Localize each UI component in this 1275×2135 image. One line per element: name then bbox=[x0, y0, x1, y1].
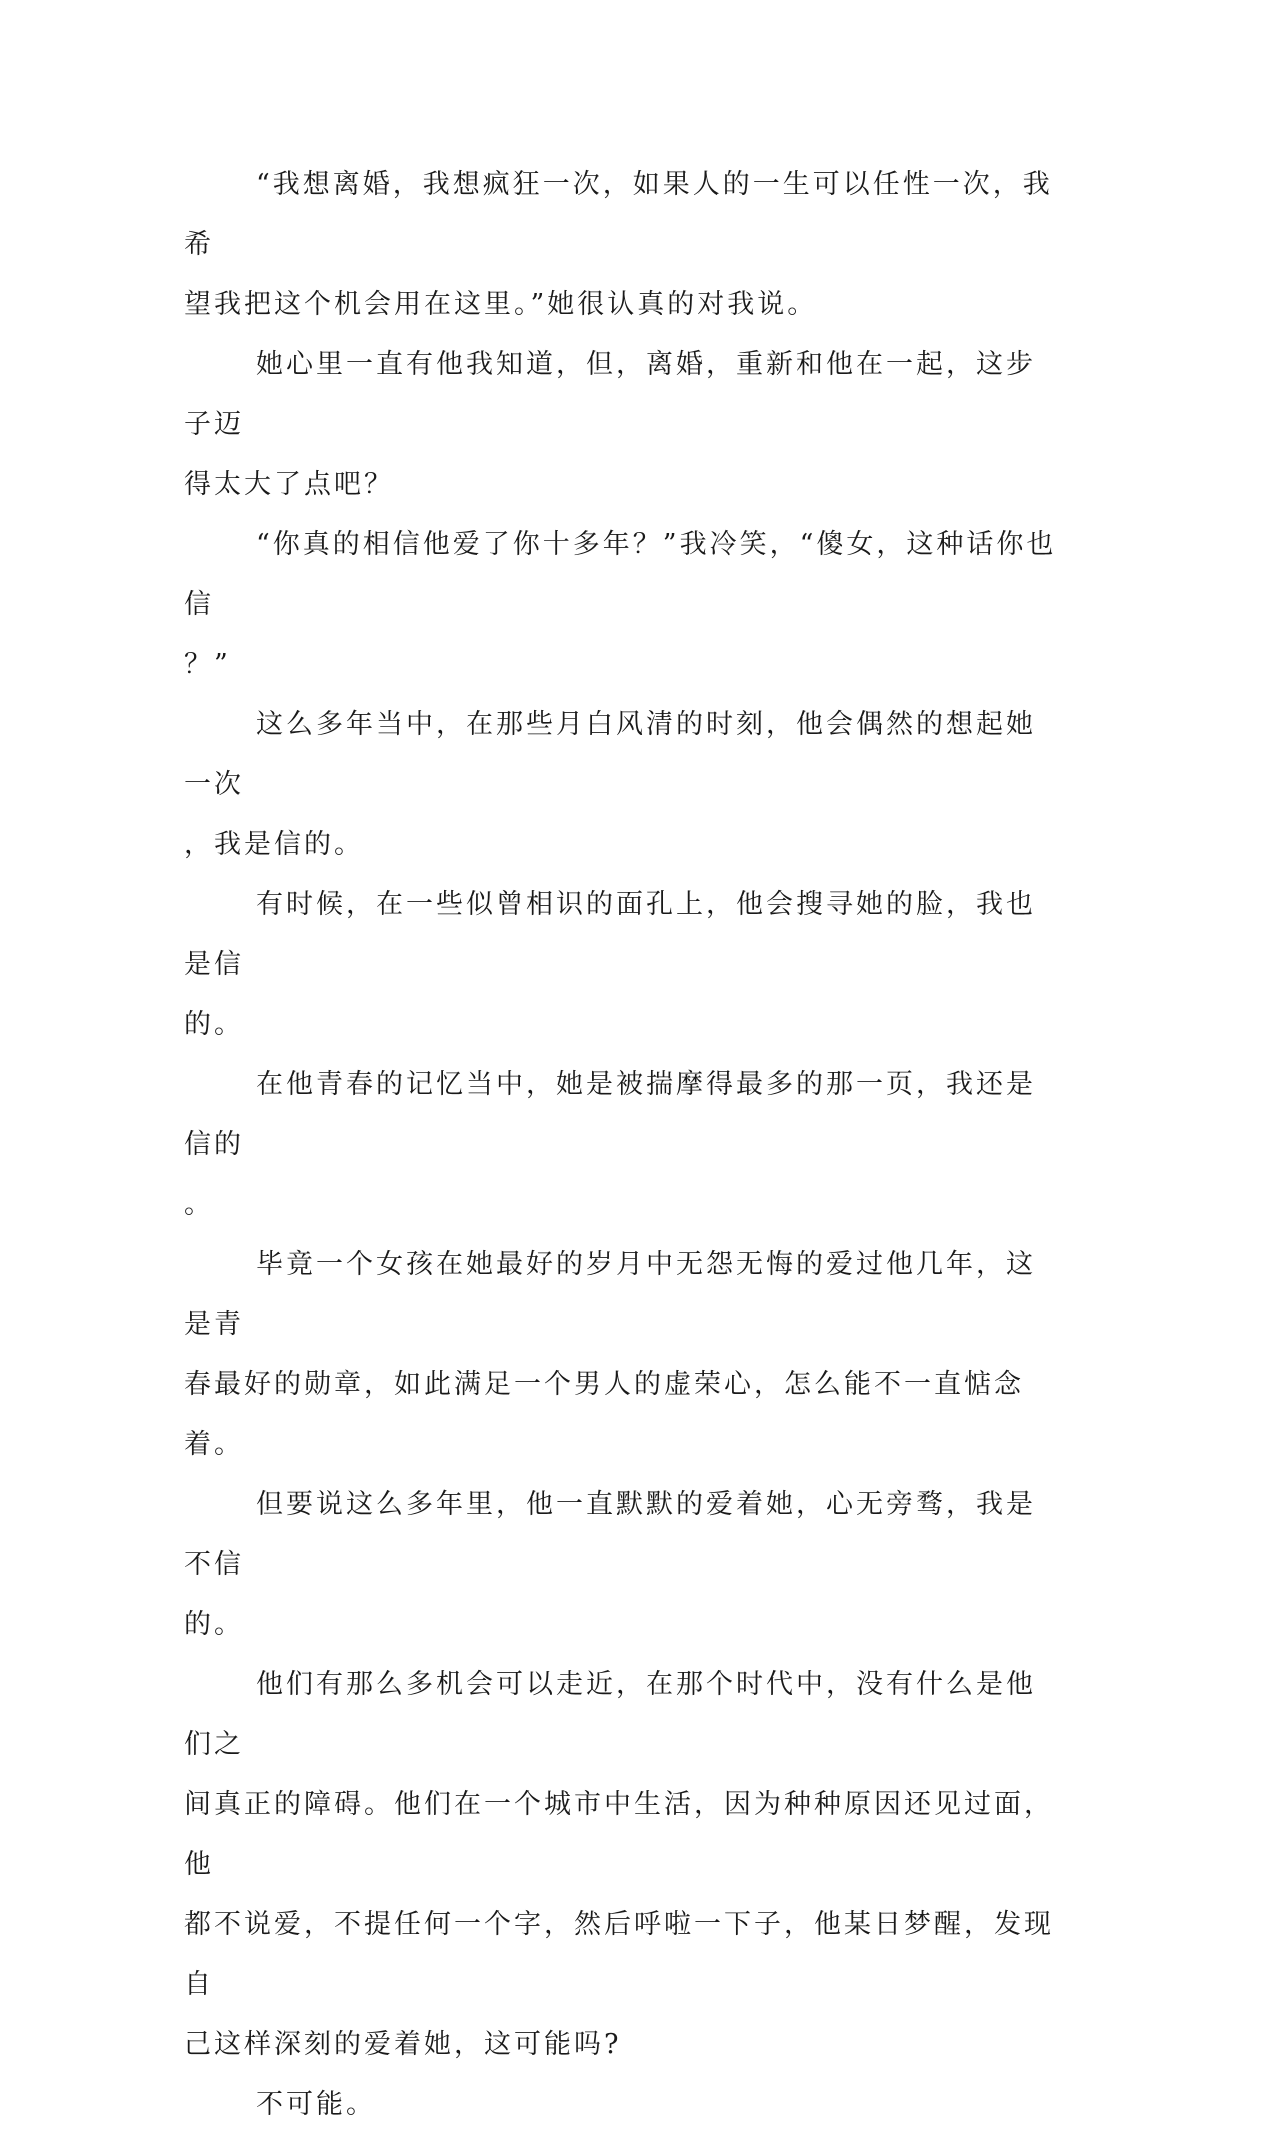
paragraph-6: 在他青春的记忆当中，她是被揣摩得最多的那一页，我还是信的 。 bbox=[184, 1069, 1036, 1220]
paragraph-4: 这么多年当中，在那些月白风清的时刻，他会偶然的想起她一次 ，我是信的。 bbox=[184, 709, 1036, 860]
paragraph-5: 有时候，在一些似曾相识的面孔上，他会搜寻她的脸，我也是信 的。 bbox=[184, 889, 1036, 1040]
document-body bbox=[184, 155, 1064, 2135]
paragraph-10: 不可能。 bbox=[256, 2089, 376, 2120]
paragraph-1: “我想离婚，我想疯狂一次，如果人的一生可以任性一次，我希 望我把这个机会用在这里。”她很认真的对我说。 bbox=[184, 169, 1053, 320]
paragraph-3: “你真的相信他爱了你十多年？”我冷笑，“傻女，这种话你也信 ？” bbox=[184, 529, 1057, 680]
paragraph-8: 但要说这么多年里，他一直默默的爱着她，心无旁骛，我是不信 的。 bbox=[184, 1489, 1036, 1640]
paragraph-7: 毕竟一个女孩在她最好的岁月中无怨无悔的爱过他几年，这是青 春最好的勋章，如此满足一个男人的虚荣心，怎么能不一直惦念着。 bbox=[184, 1249, 1036, 1460]
paragraph-9: 他们有那么多机会可以走近，在那个时代中，没有什么是他们之 间真正的障碍。他们在一个城市中生活，因为种种原因还见过面，他 都不说爱，不提任何一个字，然后呼啦一下子，他某日梦醒，发现自 己这样深刻的爱着她，这可能吗? bbox=[184, 1669, 1054, 2060]
paragraph-2: 她心里一直有他我知道，但，离婚，重新和他在一起，这步子迈 得太大了点吧？ bbox=[184, 349, 1036, 500]
